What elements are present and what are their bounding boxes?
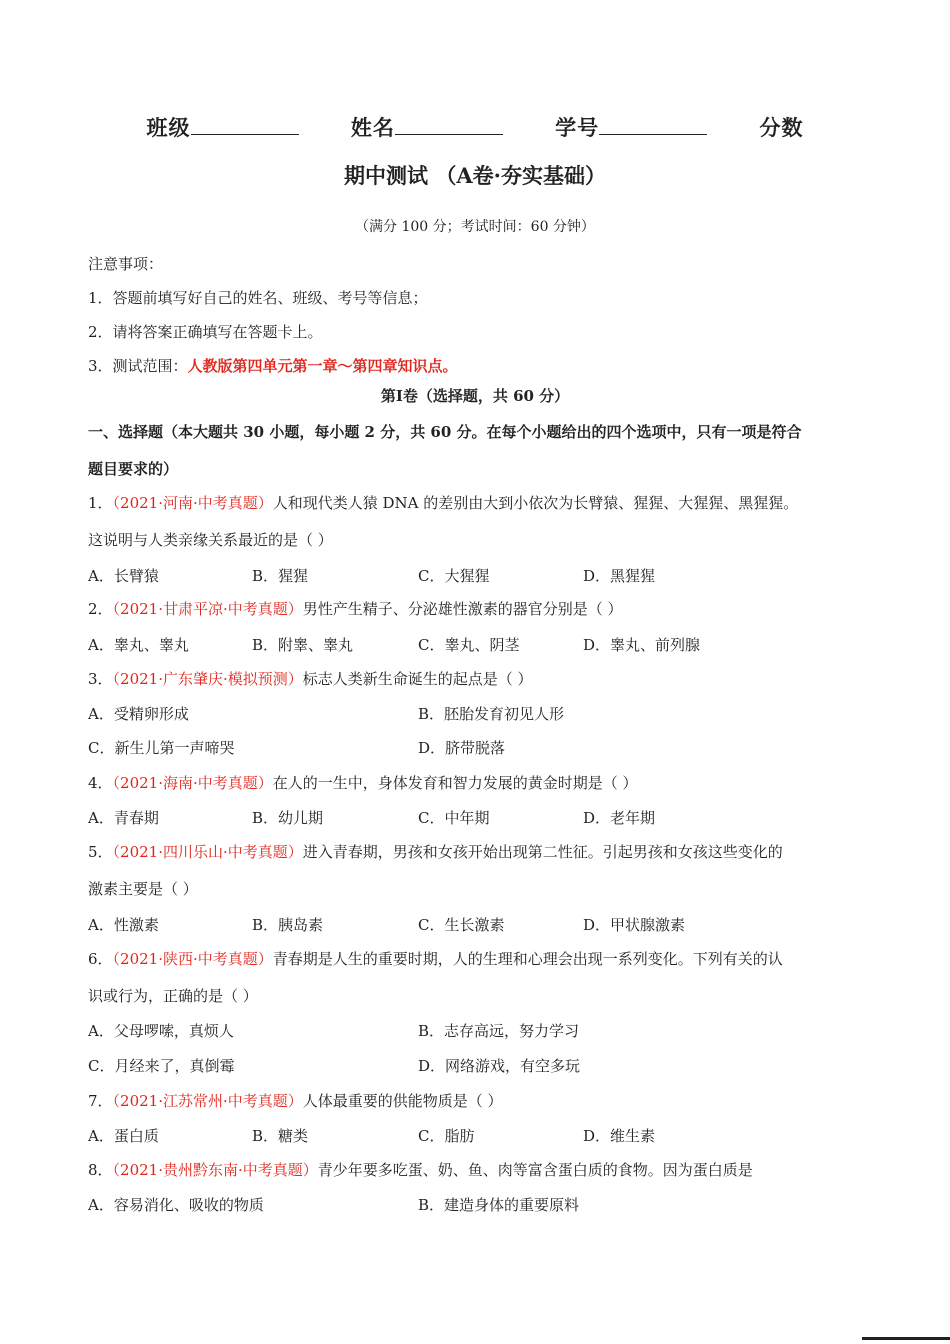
- question-source: （2021·四川乐山·中考真题）: [112, 843, 303, 861]
- option-a[interactable]: A．睾丸、睾丸: [88, 636, 189, 654]
- notice-item-1: 1．答题前填写好自己的姓名、班级、考号等信息；: [88, 289, 428, 307]
- option-c[interactable]: C．大猩猩: [418, 567, 490, 585]
- option-d[interactable]: D．维生素: [583, 1127, 656, 1145]
- question-5-cont: 激素主要是（ ）: [88, 880, 198, 898]
- option-d[interactable]: D．黑猩猩: [583, 567, 656, 585]
- question-4: 4．（2021·海南·中考真题）在人的一生中，身体发育和智力发展的黄金时期是（ ）: [88, 774, 638, 792]
- question-source: （2021·贵州黔东南·中考真题）: [112, 1161, 318, 1179]
- class-blank: [191, 114, 299, 135]
- question-5: 5．（2021·四川乐山·中考真题）进入青春期，男孩和女孩开始出现第二性征。引起男孩和女孩这些变化的: [88, 843, 783, 861]
- id-field: 学号: [555, 112, 707, 142]
- option-d[interactable]: D．老年期: [583, 809, 656, 827]
- option-b[interactable]: B．幼儿期: [252, 809, 324, 827]
- option-c[interactable]: C．月经来了，真倒霉: [88, 1057, 235, 1075]
- option-b[interactable]: B．糖类: [252, 1127, 309, 1145]
- id-blank: [599, 114, 707, 135]
- option-a[interactable]: A．青春期: [88, 809, 159, 827]
- page-bottom-rule: [862, 1337, 950, 1340]
- score-field: 分数: [759, 115, 804, 140]
- question-source: （2021·广东肇庆·模拟预测）: [112, 670, 303, 688]
- option-b[interactable]: B．胚胎发育初见人形: [418, 705, 565, 723]
- option-d[interactable]: D．网络游戏，有空多玩: [418, 1057, 581, 1075]
- option-b[interactable]: B．附睾、睾丸: [252, 636, 354, 654]
- option-d[interactable]: D．脐带脱落: [418, 739, 506, 757]
- option-a[interactable]: A．长臂猿: [88, 567, 159, 585]
- exam-subtitle: （满分 100 分；考试时间：60 分钟）: [355, 219, 595, 235]
- test-range: 人教版第四单元第一章～第四章知识点。: [187, 357, 458, 375]
- notice-item-3: 3．测试范围：人教版第四单元第一章～第四章知识点。: [88, 357, 458, 375]
- instructions-line-2: 题目要求的）: [88, 460, 179, 478]
- question-6-cont: 识或行为，正确的是（ ）: [88, 987, 258, 1005]
- question-6: 6．（2021·陕西·中考真题）青春期是人生的重要时期，人的生理和心理会出现一系列变化。下列有关的认: [88, 950, 783, 968]
- option-b[interactable]: B．胰岛素: [252, 916, 324, 934]
- option-b[interactable]: B．建造身体的重要原料: [418, 1196, 580, 1214]
- question-source: （2021·海南·中考真题）: [112, 774, 273, 792]
- name-field: 姓名: [351, 112, 503, 142]
- section-title: 第Ⅰ卷（选择题，共 60 分）: [380, 387, 570, 405]
- exam-title: 期中测试 （A卷·夯实基础）: [344, 163, 606, 188]
- notice-item-2: 2．请将答案正确填写在答题卡上。: [88, 323, 323, 341]
- class-field: 班级: [147, 112, 299, 142]
- option-c[interactable]: C．睾丸、阴茎: [418, 636, 520, 654]
- question-1-cont: 这说明与人类亲缘关系最近的是（ ）: [88, 531, 333, 549]
- option-b[interactable]: B．猩猩: [252, 567, 309, 585]
- question-1: 1．（2021·河南·中考真题）人和现代类人猿 DNA 的差别由大到小依次为长臂猿、猩猩、大猩猩、黑猩猩。: [88, 494, 799, 512]
- option-a[interactable]: A．蛋白质: [88, 1127, 159, 1145]
- question-8: 8．（2021·贵州黔东南·中考真题）青少年要多吃蛋、奶、鱼、肉等富含蛋白质的食物。因为蛋白质是: [88, 1161, 753, 1179]
- option-a[interactable]: A．父母啰嗦，真烦人: [88, 1022, 234, 1040]
- notice-heading: 注意事项：: [88, 255, 164, 273]
- option-a[interactable]: A．受精卵形成: [88, 705, 189, 723]
- option-a[interactable]: A．容易消化、吸收的物质: [88, 1196, 264, 1214]
- option-a[interactable]: A．性激素: [88, 916, 159, 934]
- question-source: （2021·江苏常州·中考真题）: [112, 1092, 303, 1110]
- option-d[interactable]: D．睾丸、前列腺: [583, 636, 701, 654]
- name-blank: [395, 114, 503, 135]
- option-b[interactable]: B．志存高远，努力学习: [418, 1022, 580, 1040]
- question-3: 3．（2021·广东肇庆·模拟预测）标志人类新生命诞生的起点是（ ）: [88, 670, 533, 688]
- question-2: 2．（2021·甘肃平凉·中考真题）男性产生精子、分泌雄性激素的器官分别是（ ）: [88, 600, 623, 618]
- option-c[interactable]: C．新生儿第一声啼哭: [88, 739, 235, 757]
- option-c[interactable]: C．脂肪: [418, 1127, 475, 1145]
- question-source: （2021·河南·中考真题）: [112, 494, 273, 512]
- instructions-line-1: 一、选择题（本大题共 30 小题，每小题 2 分，共 60 分。在每个小题给出的四个选项中，只有一项是符合: [88, 423, 802, 441]
- student-info-header: [0, 112, 950, 142]
- option-c[interactable]: C．中年期: [418, 809, 490, 827]
- option-d[interactable]: D．甲状腺激素: [583, 916, 686, 934]
- question-source: （2021·陕西·中考真题）: [112, 950, 273, 968]
- question-7: 7．（2021·江苏常州·中考真题）人体最重要的供能物质是（ ）: [88, 1092, 503, 1110]
- question-source: （2021·甘肃平凉·中考真题）: [112, 600, 303, 618]
- option-c[interactable]: C．生长激素: [418, 916, 505, 934]
